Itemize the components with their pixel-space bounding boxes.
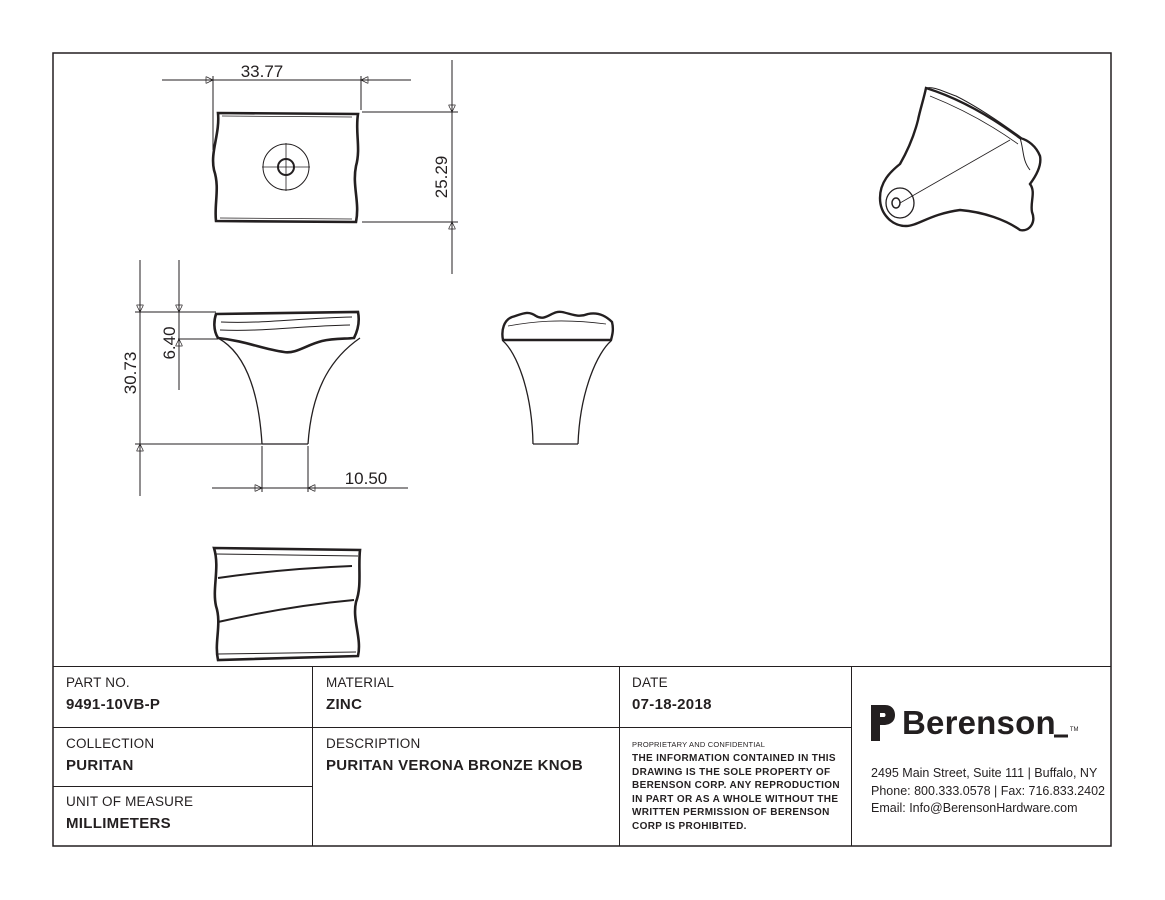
berenson-logo-icon — [871, 705, 895, 741]
material-label: MATERIAL — [326, 675, 395, 690]
dimension-head-height — [178, 260, 218, 390]
dim-width-label: 33.77 — [240, 62, 284, 81]
proprietary-line: WRITTEN PERMISSION OF BERENSON — [632, 807, 830, 819]
company-cell — [853, 667, 1111, 847]
date-cell — [632, 675, 712, 713]
part-no-cell — [66, 675, 160, 713]
proprietary-line: IN PART OR AS A WHOLE WITHOUT THE — [632, 793, 839, 805]
isometric-view — [880, 88, 1040, 231]
proprietary-cell — [632, 740, 847, 834]
proprietary-line: DRAWING IS THE SOLE PROPERTY OF — [632, 766, 831, 778]
description-cell — [326, 736, 583, 774]
company-name: Berenson — [902, 704, 1056, 741]
company-email[interactable]: Email: Info@BerensonHardware.com — [871, 801, 1078, 815]
unit-value: MILLIMETERS — [66, 815, 171, 832]
date-value: 07-18-2018 — [632, 696, 712, 713]
dim-depth-label: 25.29 — [432, 155, 451, 199]
dim-head-height-label: 6.40 — [160, 326, 179, 360]
proprietary-label: PROPRIETARY AND CONFIDENTIAL — [632, 740, 766, 749]
unit-label: UNIT OF MEASURE — [66, 794, 194, 809]
logo-underline — [1054, 706, 1068, 740]
company-contact — [871, 765, 1105, 818]
material-value: ZINC — [326, 696, 363, 713]
bottom-view — [214, 548, 360, 660]
unit-cell — [66, 794, 193, 832]
proprietary-text — [632, 752, 847, 834]
description-label: DESCRIPTION — [326, 736, 421, 751]
top-view — [213, 113, 358, 222]
dim-base-diameter-label: 10.50 — [344, 469, 388, 488]
collection-value: PURITAN — [66, 757, 134, 774]
proprietary-line: BERENSON CORP. ANY REPRODUCTION — [632, 780, 840, 792]
company-logo — [871, 704, 1078, 742]
material-cell — [326, 675, 394, 713]
trademark-mark: TM — [1069, 727, 1079, 733]
company-phone-fax: Phone: 800.333.0578 | Fax: 716.833.2402 — [871, 783, 1105, 798]
side-view — [502, 312, 612, 444]
proprietary-line: THE INFORMATION CONTAINED IN THIS — [632, 753, 836, 764]
front-view — [214, 312, 360, 444]
part-no-label: PART NO. — [66, 675, 130, 690]
title-block — [53, 666, 1111, 846]
collection-label: COLLECTION — [66, 736, 155, 751]
dimension-height — [135, 260, 262, 496]
proprietary-line: CORP IS PROHIBITED. — [632, 820, 747, 832]
date-label: DATE — [632, 675, 668, 690]
part-no-value: 9491-10VB-P — [66, 696, 161, 713]
dim-height-label: 30.73 — [121, 351, 140, 395]
collection-cell — [66, 736, 154, 774]
description-value: PURITAN VERONA BRONZE KNOB — [326, 757, 583, 774]
company-address: 2495 Main Street, Suite 111 | Buffalo, NY — [871, 766, 1098, 780]
